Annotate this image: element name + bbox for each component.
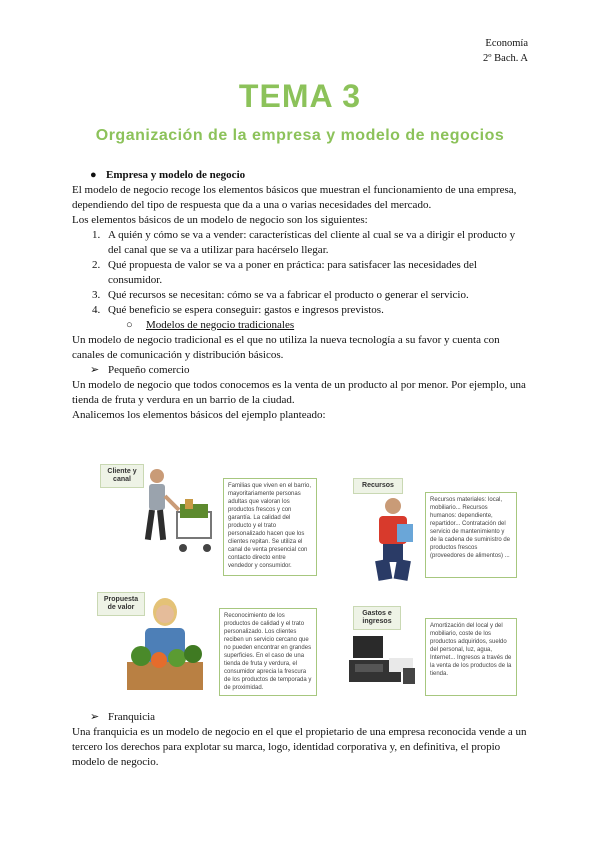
header-subject: Economía	[485, 38, 528, 49]
circle-marker: ○	[126, 319, 133, 331]
list-item-text: Qué propuesta de valor se va a poner en práctica: para satisfacer las necesidades del consumidor.	[108, 259, 477, 286]
paragraph-elements-intro: Los elementos básicos de un modelo de negocio son los siguientes:	[72, 214, 368, 226]
paragraph-small-shop: Un modelo de negocio que todos conocemos es la venta de un producto al por menor. Por ejemplo, una tienda de fruta y verdura en un barrio de la ciudad.	[72, 379, 526, 406]
bullet-marker: ●	[90, 169, 97, 181]
arrow-icon: ➢	[90, 711, 100, 723]
shopper-with-cart-illustration	[135, 466, 221, 578]
list-item	[72, 288, 528, 303]
page-subtitle: Organización de la empresa y modelo de negocios	[95, 127, 505, 144]
text-gastos: Amortización del local y del mobiliario, coste de los productos adquiridos, sueldo del personal, luz, agua, Internet... Ingresos a través de la venta de los productos de la tienda.	[425, 618, 517, 696]
document-body-franchise	[72, 710, 528, 770]
paragraph-traditional: Un modelo de negocio tradicional es el que no utiliza la nueva tecnología a su favor y cuenta con canales de comunicación y distribución básicos.	[72, 334, 500, 361]
document-body	[72, 168, 528, 423]
text-propuesta: Reconocimiento de los productos de calidad y el trato personalizado. Los clientes reciben un servicio cercano que no pueden encontrar en grandes superficies. En el caso de una tienda de fruta y verdura, el consumidor aprecia la frescura de los productos de temporada y de proximidad.	[219, 608, 317, 696]
list-item-text: Qué recursos se necesitan: cómo se va a fabricar el producto o generar el servicio.	[108, 289, 469, 301]
list-number: 4.	[92, 304, 101, 316]
tag-recursos: Recursos	[353, 478, 403, 494]
list-item-text: A quién y cómo se va a vender: características del cliente al cual se va a dirigir el producto y del canal que se va a utilizar para hacérselo llegar.	[108, 229, 516, 256]
list-item	[72, 228, 528, 258]
subsection-heading	[72, 318, 528, 333]
worker-with-clipboard-illustration	[365, 494, 423, 590]
header-course: 2º Bach. A	[483, 53, 528, 64]
section-heading-text: Empresa y modelo de negocio	[106, 169, 246, 181]
arrow-heading-franchise	[72, 710, 528, 725]
list-item	[72, 258, 528, 288]
paragraph-analyze: Analicemos los elementos básicos del ejemplo planteado:	[72, 409, 326, 421]
tag-cliente: Cliente y canal	[100, 464, 144, 488]
arrow-heading-small-shop	[72, 363, 528, 378]
subsection-heading-text: Modelos de negocio tradicionales	[146, 319, 295, 331]
page-header	[483, 36, 528, 66]
tag-propuesta: Propuesta de valor	[97, 592, 145, 616]
list-item-text: Qué beneficio se espera conseguir: gastos e ingresos previstos.	[108, 304, 384, 316]
paragraph-definition: El modelo de negocio recoge los elementos básicos que muestran el funcionamiento de una empresa, dependiendo del tipo de respuesta que da a una o varias necesidades del mercado.	[72, 184, 517, 211]
woman-with-vegetables-illustration	[113, 592, 217, 696]
text-recursos: Recursos materiales: local, mobiliario... Recursos humanos: dependiente, repartidor... Contratación del servicio de mantenimiento y de la cadena de suministro de productos frescos (proveedores de alimentos) ...	[425, 492, 517, 578]
page-title: TEMA 3	[238, 78, 362, 114]
tag-gastos: Gastos e ingresos	[353, 606, 401, 630]
arrow-heading-text: Pequeño comercio	[108, 364, 190, 376]
list-item	[72, 303, 528, 318]
elements-list	[72, 228, 528, 318]
arrow-icon: ➢	[90, 364, 100, 376]
arrow-heading-text: Franquicia	[108, 711, 156, 723]
business-model-infographic	[95, 458, 520, 700]
cash-register-illustration	[345, 632, 421, 690]
paragraph-franchise: Una franquicia es un modelo de negocio en el que el propietario de una empresa reconocida vende a un tercero los derechos para explotar su marca, logo, identidad corporativa y, en definitiva, el propio modelo de negocio.	[72, 726, 527, 768]
text-cliente: Familias que viven en el barrio, mayoritariamente personas adultas que valoran los productos frescos y con garantía. La calidad del producto y el trato personalizado hacen que los clientes repitan. Se utiliza el canal de venta presencial con contacto directo entre vendedor y consumidor.	[223, 478, 317, 576]
list-number: 1.	[92, 229, 101, 241]
list-number: 2.	[92, 259, 101, 271]
list-number: 3.	[92, 289, 101, 301]
section-heading	[72, 168, 528, 183]
